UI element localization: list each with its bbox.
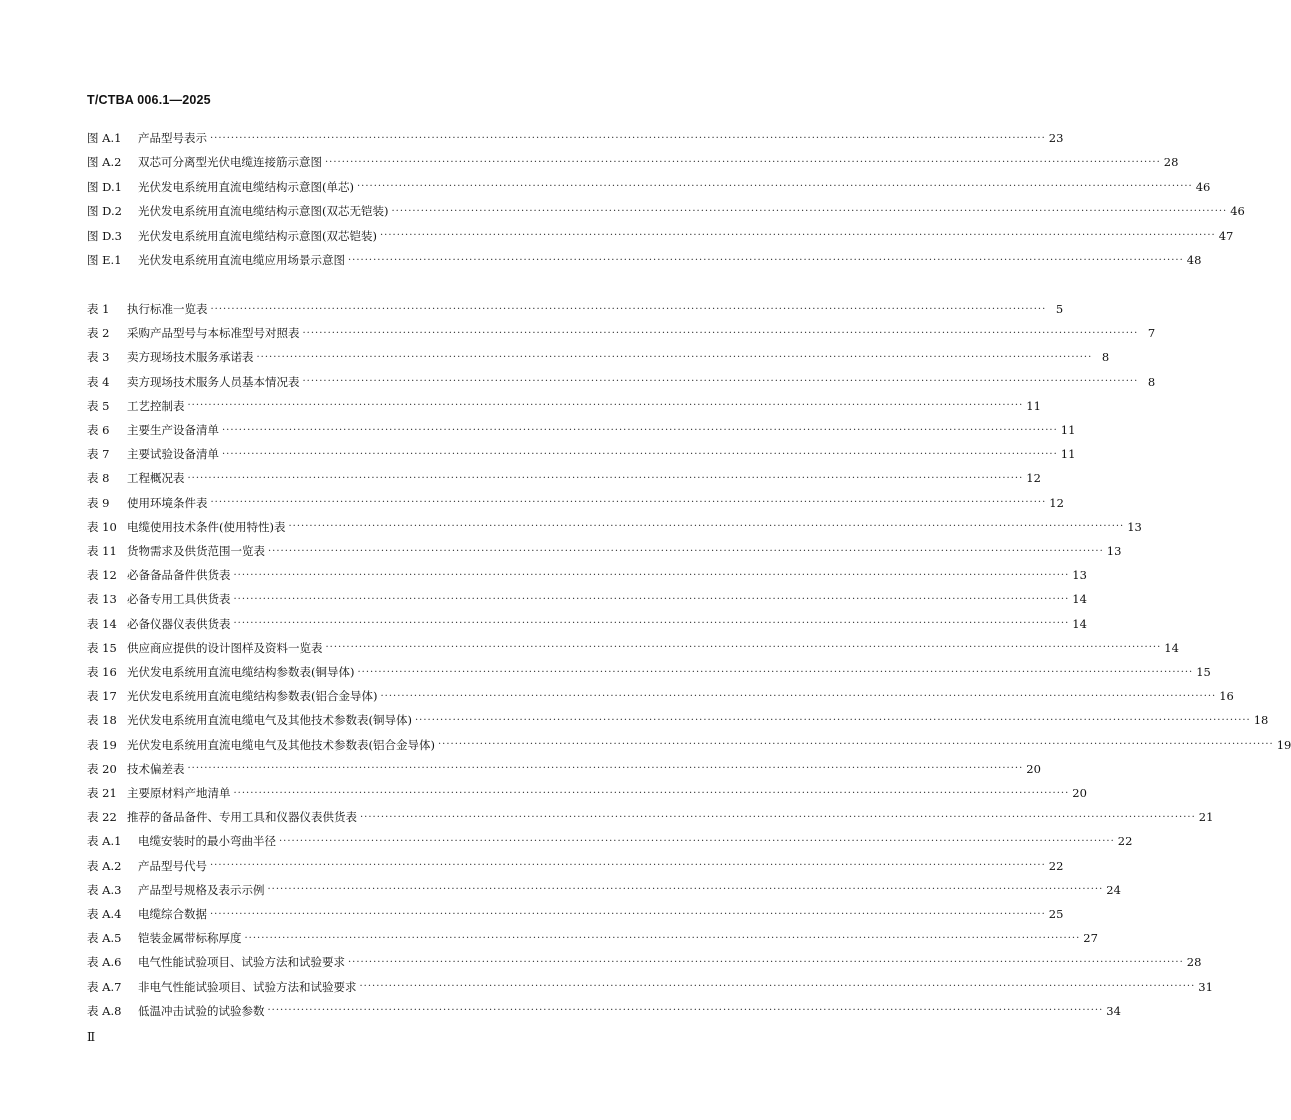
entry-page-number: 19 [1276, 737, 1291, 752]
entry-page-number: 23 [1048, 131, 1064, 145]
entry-label: 表 21 [87, 786, 117, 800]
table-entry[interactable] [87, 347, 1110, 367]
entry-page-number: 28 [1186, 955, 1202, 970]
entry-page-number: 11 [1026, 398, 1041, 413]
entry-page-number: 27 [1083, 931, 1098, 946]
table-entry[interactable] [87, 735, 1291, 755]
entry-label: 表 3 [87, 350, 110, 365]
dot-leader: ········································································································································································································ [279, 835, 1115, 847]
table-entry[interactable] [87, 856, 1064, 876]
entry-label: 表 A.6 [87, 955, 122, 970]
entry-label: 表 20 [87, 761, 117, 776]
table-entry[interactable] [87, 662, 1211, 682]
entry-page-number: 5 [1055, 302, 1064, 316]
entry-page-number: 18 [1253, 713, 1269, 728]
dot-leader: ········································································································································································································ [360, 811, 1196, 823]
entry-page-number: 22 [1048, 858, 1064, 873]
dot-leader: ········································································································································································································ [210, 132, 1046, 144]
entry-label: 表 1 [87, 302, 110, 316]
entry-label: 表 18 [87, 713, 117, 728]
dot-leader: ········································································································································································································ [348, 254, 1184, 266]
entry-label: 表 13 [87, 592, 117, 607]
entry-page-number: 48 [1186, 253, 1202, 267]
entry-page-number: 11 [1060, 447, 1076, 462]
entry-title: 非电气性能试验项目、试验方法和试验要求 [138, 979, 357, 994]
entry-title: 使用环境条件表 [127, 495, 208, 510]
table-entry[interactable] [87, 928, 1098, 948]
dot-leader: ········································································································································································································ [379, 230, 1216, 242]
table-entry[interactable] [87, 299, 1064, 319]
entry-page-number: 28 [1163, 155, 1179, 170]
entry-title: 电气性能试验项目、试验方法和试验要求 [138, 955, 345, 970]
entry-title: 产品型号规格及表示示例 [138, 882, 265, 897]
entry-page-number: 24 [1106, 882, 1121, 897]
entry-title: 双芯可分离型光伏电缆连接筋示意图 [138, 155, 322, 170]
dot-leader: ········································································································································································································ [391, 205, 1228, 217]
entry-title: 技术偏差表 [127, 761, 185, 776]
dot-leader: ········································································································································································································ [210, 303, 1047, 315]
entry-title: 光伏发电系统用直流电缆结构示意图(双芯无铠装) [138, 204, 389, 219]
entry-page-number: 46 [1195, 179, 1211, 194]
dot-leader: ········································································································································································································ [380, 690, 1217, 702]
table-entry[interactable] [87, 468, 1041, 488]
entry-title: 光伏发电系统用直流电缆结构参数表(铝合金导体) [127, 689, 378, 704]
entry-label: 表 4 [87, 374, 110, 389]
dot-leader: ········································································································································································································ [210, 908, 1046, 920]
table-entry[interactable] [87, 807, 1214, 827]
table-entry[interactable] [87, 1001, 1121, 1021]
entry-title: 必备备品备件供货表 [127, 568, 231, 583]
entry-title: 主要试验设备清单 [127, 447, 219, 462]
entry-title: 电缆安装时的最小弯曲半径 [138, 834, 276, 849]
table-entry[interactable] [87, 517, 1142, 537]
table-entry[interactable] [87, 589, 1087, 609]
dot-leader: ········································································································································································································ [325, 156, 1161, 168]
entry-page-number: 14 [1072, 616, 1087, 631]
entry-label: 表 7 [87, 447, 110, 462]
entry-label: 表 15 [87, 640, 117, 655]
entry-page-number: 8 [1101, 350, 1110, 365]
dot-leader: ········································································································································································································ [325, 642, 1162, 654]
entry-title: 电缆使用技术条件(使用特性)表 [127, 519, 286, 534]
table-entry[interactable] [87, 565, 1087, 585]
dot-leader: ········································································································································································································ [302, 327, 1139, 339]
entry-label: 图 D.1 [87, 179, 122, 194]
entry-page-number: 13 [1106, 544, 1122, 558]
table-entry[interactable] [87, 420, 1076, 440]
dot-leader: ········································································································································································································ [356, 181, 1193, 193]
table-entry[interactable] [87, 977, 1213, 997]
entry-label: 表 2 [87, 326, 110, 341]
entry-title: 执行标准一览表 [127, 302, 208, 316]
entry-title: 光伏发电系统用直流电缆电气及其他技术参数表(铜导体) [127, 713, 412, 728]
entry-page-number: 8 [1147, 374, 1156, 389]
entry-label: 图 E.1 [87, 253, 122, 267]
entry-page-number: 12 [1049, 495, 1064, 510]
entry-page-number: 13 [1127, 519, 1142, 534]
dot-leader: ········································································································································································································ [187, 763, 1024, 775]
dot-leader: ········································································································································································································ [348, 956, 1184, 968]
entry-title: 铠装金属带标称厚度 [138, 931, 242, 946]
entry-title: 产品型号表示 [138, 131, 207, 145]
entry-title: 产品型号代号 [138, 858, 207, 873]
entry-title: 推荐的备品备件、专用工具和仪器仪表供货表 [127, 810, 357, 825]
entry-title: 必备仪器仪表供货表 [127, 616, 231, 631]
table-entry[interactable] [87, 880, 1121, 900]
dot-leader: ········································································································································································································ [288, 521, 1125, 533]
entry-page-number: 7 [1147, 326, 1156, 341]
dot-leader: ········································································································································································································ [302, 376, 1139, 388]
dot-leader: ········································································································································································································ [210, 860, 1046, 872]
figure-entry[interactable] [87, 250, 1202, 270]
figure-entry[interactable] [87, 152, 1179, 172]
entry-title: 卖方现场技术服务人员基本情况表 [127, 374, 300, 389]
entry-title: 工艺控制表 [127, 398, 185, 413]
table-entry[interactable] [87, 831, 1133, 851]
dot-leader: ········································································································································································································ [267, 884, 1104, 896]
entry-title: 采购产品型号与本标准型号对照表 [127, 326, 300, 341]
entry-page-number: 21 [1198, 810, 1214, 825]
entry-title: 主要生产设备清单 [127, 423, 219, 437]
dot-leader: ········································································································································································································ [244, 932, 1081, 944]
table-entry[interactable] [87, 638, 1179, 658]
dot-leader: ········································································································································································································ [267, 1005, 1104, 1017]
entry-page-number: 15 [1196, 665, 1211, 679]
entry-label: 表 16 [87, 665, 117, 679]
entry-title: 光伏发电系统用直流电缆结构示意图(单芯) [138, 179, 354, 194]
dot-leader: ········································································································································································································ [233, 593, 1070, 605]
entry-label: 表 12 [87, 568, 117, 583]
entry-page-number: 12 [1026, 471, 1041, 486]
entry-label: 表 11 [87, 544, 117, 558]
entry-label: 表 9 [87, 495, 110, 510]
entry-label: 图 D.3 [87, 228, 122, 243]
entry-label: 表 5 [87, 398, 110, 413]
dot-leader: ········································································································································································································ [359, 981, 1196, 993]
dot-leader: ········································································································································································································ [268, 545, 1104, 557]
dot-leader: ········································································································································································································ [414, 714, 1251, 726]
dot-leader: ········································································································································································································ [187, 472, 1024, 484]
entry-label: 表 A.5 [87, 931, 122, 946]
entry-label: 表 8 [87, 471, 110, 486]
figure-entry[interactable] [87, 128, 1064, 148]
dot-leader: ········································································································································································································ [187, 400, 1024, 412]
figure-entry[interactable] [87, 177, 1211, 197]
entry-label: 表 A.2 [87, 858, 122, 873]
entry-title: 光伏发电系统用直流电缆结构示意图(双芯铠装) [138, 228, 377, 243]
entry-page-number: 34 [1106, 1003, 1121, 1018]
table-entry[interactable] [87, 396, 1041, 416]
table-entry[interactable] [87, 686, 1234, 706]
table-entry[interactable] [87, 904, 1064, 924]
dot-leader: ········································································································································································································ [256, 351, 1093, 363]
entry-title: 必备专用工具供货表 [127, 592, 231, 607]
entry-label: 表 A.3 [87, 882, 122, 897]
entry-label: 表 19 [87, 737, 117, 752]
entry-title: 工程概况表 [127, 471, 185, 486]
entry-title: 主要原材料产地清单 [127, 786, 231, 800]
standard-code-header: T/CTBA 006.1—2025 [87, 93, 211, 107]
entry-label: 表 10 [87, 519, 117, 534]
dot-leader: ········································································································································································································ [233, 787, 1070, 799]
entry-label: 表 6 [87, 423, 110, 437]
figure-entry[interactable] [87, 201, 1245, 221]
entry-label: 图 A.1 [87, 131, 122, 145]
entry-title: 低温冲击试验的试验参数 [138, 1003, 265, 1018]
entry-page-number: 47 [1218, 228, 1234, 243]
dot-leader: ········································································································································································································ [357, 666, 1194, 678]
dot-leader: ········································································································································································································ [222, 448, 1058, 460]
entry-page-number: 14 [1164, 640, 1179, 655]
entry-page-number: 13 [1072, 568, 1087, 583]
entry-page-number: 22 [1117, 834, 1133, 849]
dot-leader: ········································································································································································································ [222, 424, 1058, 436]
entry-page-number: 11 [1060, 423, 1076, 437]
table-entry[interactable] [87, 614, 1087, 634]
entry-page-number: 14 [1072, 592, 1087, 607]
entry-label: 表 A.8 [87, 1003, 122, 1018]
dot-leader: ········································································································································································································ [210, 497, 1047, 509]
entry-label: 图 A.2 [87, 155, 122, 170]
table-entry[interactable] [87, 493, 1064, 513]
entry-page-number: 25 [1048, 907, 1064, 921]
entry-title: 货物需求及供货范围一览表 [127, 544, 265, 558]
figure-entry[interactable] [87, 226, 1234, 246]
entry-page-number: 46 [1230, 204, 1245, 219]
table-entry[interactable] [87, 759, 1041, 779]
entry-page-number: 16 [1219, 689, 1234, 704]
entry-label: 表 A.4 [87, 907, 122, 921]
entry-page-number: 20 [1072, 786, 1087, 800]
table-entry[interactable] [87, 710, 1269, 730]
entry-title: 供应商应提供的设计图样及资料一览表 [127, 640, 323, 655]
entry-label: 表 17 [87, 689, 117, 704]
table-entry[interactable] [87, 783, 1087, 803]
entry-title: 光伏发电系统用直流电缆应用场景示意图 [138, 253, 345, 267]
entry-label: 表 14 [87, 616, 117, 631]
page-number: Ⅱ [87, 1030, 95, 1044]
table-entry[interactable] [87, 952, 1202, 972]
table-entry[interactable] [87, 444, 1076, 464]
entry-title: 光伏发电系统用直流电缆结构参数表(铜导体) [127, 665, 355, 679]
entry-label: 表 22 [87, 810, 117, 825]
entry-label: 表 A.1 [87, 834, 122, 849]
entry-page-number: 20 [1026, 761, 1041, 776]
entry-title: 卖方现场技术服务承诺表 [127, 350, 254, 365]
entry-label: 表 A.7 [87, 979, 122, 994]
dot-leader: ········································································································································································································ [437, 739, 1274, 751]
table-entry[interactable] [87, 323, 1156, 343]
table-entry[interactable] [87, 541, 1122, 561]
entry-label: 图 D.2 [87, 204, 122, 219]
entry-page-number: 31 [1198, 979, 1213, 994]
dot-leader: ········································································································································································································ [233, 569, 1070, 581]
table-entry[interactable] [87, 372, 1156, 392]
entry-title: 电缆综合数据 [138, 907, 207, 921]
dot-leader: ········································································································································································································ [233, 618, 1070, 630]
entry-title: 光伏发电系统用直流电缆电气及其他技术参数表(铝合金导体) [127, 737, 435, 752]
